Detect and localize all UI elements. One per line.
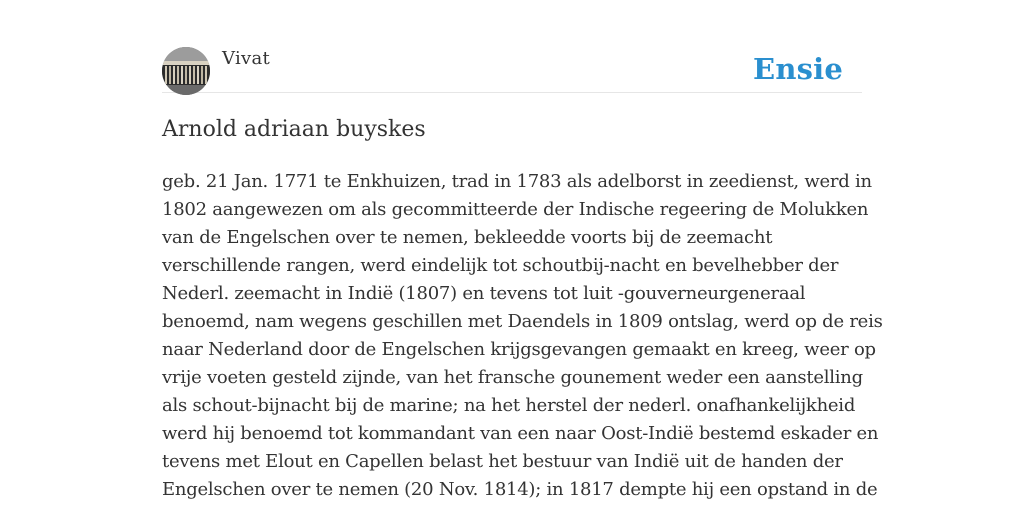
brand-logo[interactable]: Ensie	[753, 52, 843, 86]
body-line: vrije voeten gesteld zijnde, van het fransche gounement weder een aanstelling	[162, 367, 863, 388]
body-line: verschillende rangen, werd eindelijk tot schoutbij-nacht en bevelhebber der	[162, 255, 839, 276]
body-line: Engelschen over te nemen (20 Nov. 1814); in 1817 dempte hij een opstand in de	[162, 479, 878, 500]
page-header	[162, 46, 862, 93]
body-line: 1802 aangewezen om als gecommitteerde der Indische regeering de Molukken	[162, 199, 869, 220]
body-line: naar Nederland door de Engelschen krijgsgevangen gemaakt en kreeg, weer op	[162, 339, 876, 360]
page-title: Arnold adriaan buyskes	[162, 117, 426, 142]
author-avatar[interactable]	[162, 47, 210, 95]
article-body	[162, 168, 883, 504]
body-line: tevens met Elout en Capellen belast het bestuur van Indië uit de handen der	[162, 451, 843, 472]
body-line: van de Engelschen over te nemen, bekleedde voorts bij de zeemacht	[162, 227, 773, 248]
bookshelf-photo-icon	[162, 47, 210, 95]
body-line: geb. 21 Jan. 1771 te Enkhuizen, trad in 1783 als adelborst in zeedienst, werd in	[162, 171, 872, 192]
body-line: Nederl. zeemacht in Indië (1807) en tevens tot luit -gouverneurgeneraal	[162, 283, 806, 304]
body-line: benoemd, nam wegens geschillen met Daendels in 1809 ontslag, werd op de reis	[162, 311, 883, 332]
body-line: als schout-bijnacht bij de marine; na het herstel der nederl. onafhankelijkheid	[162, 395, 856, 416]
author-name[interactable]: Vivat	[222, 48, 271, 69]
body-line: werd hij benoemd tot kommandant van een naar Oost-Indië bestemd eskader en	[162, 423, 879, 444]
